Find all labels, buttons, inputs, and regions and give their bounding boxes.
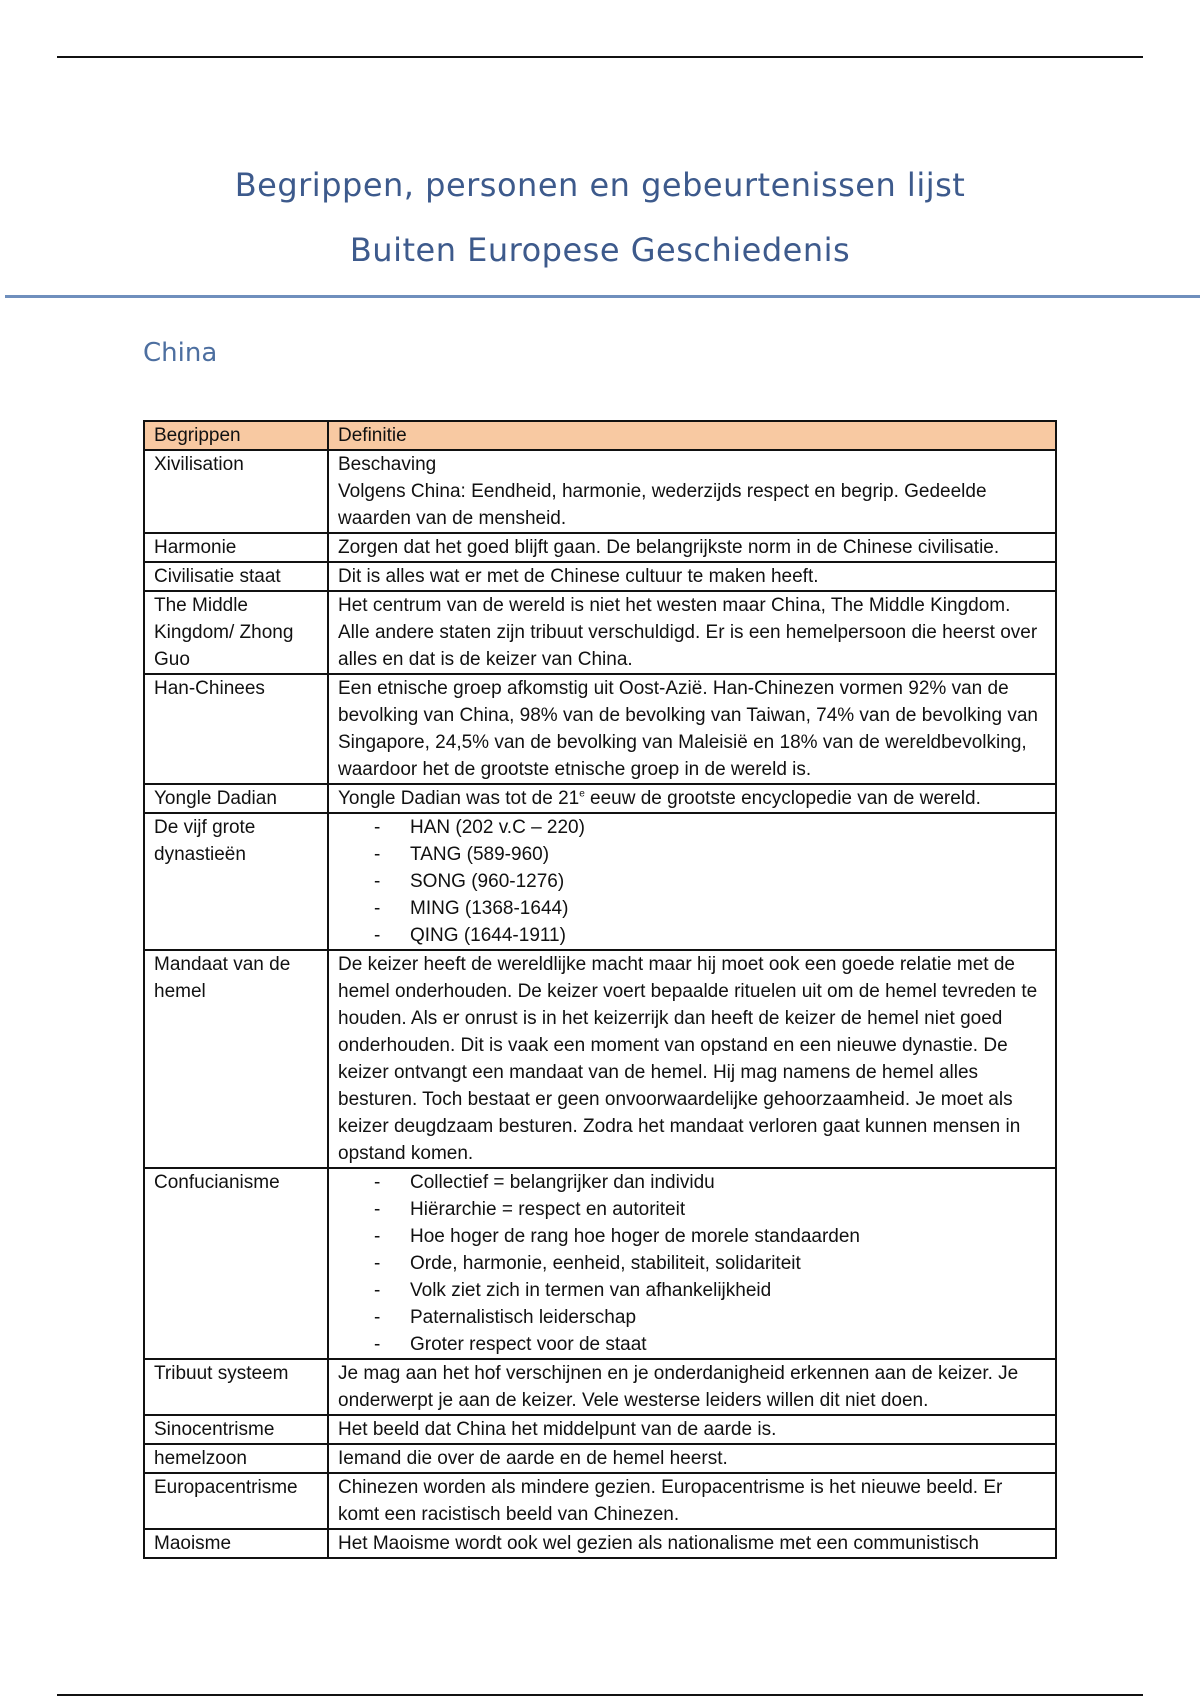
term-cell: Han-Chinees xyxy=(144,674,328,784)
definition-text: Yongle Dadian was tot de 21 xyxy=(338,788,580,809)
term-cell: Harmonie xyxy=(144,533,328,562)
confucianism-list xyxy=(338,1169,1046,1358)
table-row xyxy=(144,1359,1056,1415)
table-row xyxy=(144,1444,1056,1473)
term-cell: The Middle Kingdom/ Zhong Guo xyxy=(144,591,328,674)
table-row xyxy=(144,950,1056,1168)
table-row xyxy=(144,1168,1056,1359)
term-cell: Maoisme xyxy=(144,1529,328,1558)
terms-table xyxy=(143,420,1057,1559)
definition-cell: Chinezen worden als mindere gezien. Europacentrisme is het nieuwe beeld. Er komt een racistisch beeld van Chinezen. xyxy=(328,1473,1056,1529)
term-cell: Confucianisme xyxy=(144,1168,328,1359)
page-subtitle: Buiten Europese Geschiedenis xyxy=(349,231,851,269)
term-cell: Yongle Dadian xyxy=(144,784,328,813)
table-row xyxy=(144,1529,1056,1558)
definition-cell xyxy=(328,450,1056,533)
list-item: - TANG (589-960) xyxy=(338,841,1046,868)
column-header-terms: Begrippen xyxy=(144,421,328,450)
table-row xyxy=(144,533,1056,562)
definition-cell: Iemand die over de aarde en de hemel heerst. xyxy=(328,1444,1056,1473)
list-item: - Orde, harmonie, eenheid, stabiliteit, solidariteit xyxy=(338,1250,1046,1277)
definition-line: Volgens China: Eendheid, harmonie, wederzijds respect en begrip. Gedeelde waarden van de mensheid. xyxy=(338,481,987,529)
table-row xyxy=(144,784,1056,813)
list-item: - Hiërarchie = respect en autoriteit xyxy=(338,1196,1046,1223)
definition-cell: Het centrum van de wereld is niet het westen maar China, The Middle Kingdom. Alle andere staten zijn tribuut verschuldigd. Er is een hemelpersoon die heerst over alles en dat is de keizer van China. xyxy=(328,591,1056,674)
ordinal-superscript: e xyxy=(579,788,585,800)
list-item: - SONG (960-1276) xyxy=(338,868,1046,895)
term-cell: hemelzoon xyxy=(144,1444,328,1473)
list-item: - Collectief = belangrijker dan individu xyxy=(338,1169,1046,1196)
column-header-definition: Definitie xyxy=(328,421,1056,450)
list-item: - HAN (202 v.C – 220) xyxy=(338,814,1046,841)
header-rule xyxy=(57,56,1143,58)
definition-cell xyxy=(328,784,1056,813)
title-block xyxy=(0,160,1200,290)
table-row xyxy=(144,674,1056,784)
definition-cell: Een etnische groep afkomstig uit Oost-Azië. Han-Chinezen vormen 92% van de bevolking van China, 98% van de bevolking van Taiwan, 74% van de bevolking van Singapore, 24,5% van de bevolking van Maleisië en 18% van de wereldbevolking, waardoor het de grootste etnische groep in de wereld is. xyxy=(328,674,1056,784)
definition-cell xyxy=(328,813,1056,950)
table-header-row xyxy=(144,421,1056,450)
table-row xyxy=(144,813,1056,950)
term-cell: Xivilisation xyxy=(144,450,328,533)
term-cell: Civilisatie staat xyxy=(144,562,328,591)
definition-text: eeuw de grootste encyclopedie van de wereld. xyxy=(584,788,981,809)
definition-cell: Zorgen dat het goed blijft gaan. De belangrijkste norm in de Chinese civilisatie. xyxy=(328,533,1056,562)
definition-cell: Je mag aan het hof verschijnen en je onderdanigheid erkennen aan de keizer. Je onderwerpt je aan de keizer. Vele westerse leiders willen dit niet doen. xyxy=(328,1359,1056,1415)
definition-line: Beschaving xyxy=(338,454,437,475)
definition-cell: Het Maoisme wordt ook wel gezien als nationalisme met een communistisch xyxy=(328,1529,1056,1558)
table-row xyxy=(144,1473,1056,1529)
section-heading: China xyxy=(143,338,218,368)
list-item: - MING (1368-1644) xyxy=(338,895,1046,922)
table-row xyxy=(144,562,1056,591)
list-item: - Volk ziet zich in termen van afhankelijkheid xyxy=(338,1277,1046,1304)
dynasty-list xyxy=(338,814,1046,949)
table-row xyxy=(144,591,1056,674)
page-title: Begrippen, personen en gebeurtenissen lijst xyxy=(234,166,966,204)
definition-cell: De keizer heeft de wereldlijke macht maar hij moet ook een goede relatie met de hemel onderhouden. De keizer voert bepaalde rituelen uit om de hemel tevreden te houden. Als er onrust is in het keizerrijk dan heeft de keizer de hemel niet goed onderhouden. Dit is vaak een moment van opstand en een nieuwe dynastie. De keizer ontvangt een mandaat van de hemel. Hij mag namens de hemel alles besturen. Toch bestaat er geen onvoorwaardelijke gehoorzaamheid. Je moet als keizer deugdzaam besturen. Zodra het mandaat verloren gaat kunnen mensen in opstand komen. xyxy=(328,950,1056,1168)
table-row xyxy=(144,1415,1056,1444)
list-item: - Groter respect voor de staat xyxy=(338,1331,1046,1358)
definition-cell: Dit is alles wat er met de Chinese cultuur te maken heeft. xyxy=(328,562,1056,591)
footer-rule xyxy=(57,1694,1143,1696)
term-cell: Europacentrisme xyxy=(144,1473,328,1529)
term-cell: De vijf grote dynastieën xyxy=(144,813,328,950)
list-item: - Hoe hoger de rang hoe hoger de morele standaarden xyxy=(338,1223,1046,1250)
list-item: - Paternalistisch leiderschap xyxy=(338,1304,1046,1331)
term-cell: Mandaat van de hemel xyxy=(144,950,328,1168)
term-cell: Sinocentrisme xyxy=(144,1415,328,1444)
list-item: - QING (1644-1911) xyxy=(338,922,1046,949)
table-row xyxy=(144,450,1056,533)
definition-cell xyxy=(328,1168,1056,1359)
term-cell: Tribuut systeem xyxy=(144,1359,328,1415)
definition-cell: Het beeld dat China het middelpunt van de aarde is. xyxy=(328,1415,1056,1444)
title-underline xyxy=(5,295,1200,298)
